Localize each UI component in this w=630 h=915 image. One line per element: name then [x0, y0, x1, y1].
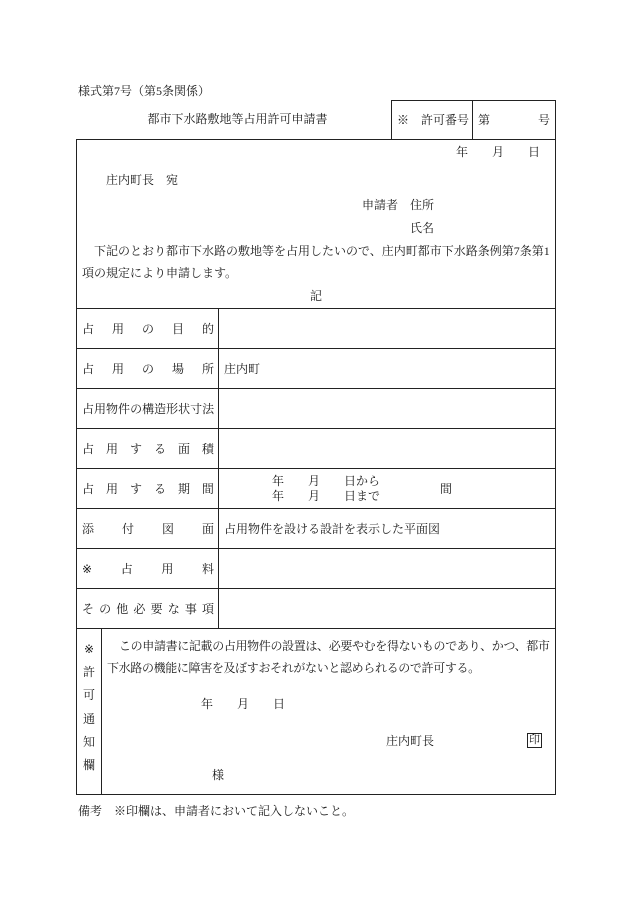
- period-to: 年 月 日まで: [272, 488, 381, 503]
- application-body-line: 項の規定により申請します。: [82, 266, 238, 280]
- period-from: 年 月 日から: [272, 473, 381, 488]
- permit-number-field: 第 号: [478, 113, 551, 127]
- label-char: 通: [82, 711, 95, 726]
- remarks: 備考 ※印欄は、申請者において記入しないこと。: [78, 804, 355, 818]
- location-value: 庄内町: [224, 361, 261, 376]
- label-char: 事: [184, 601, 197, 616]
- permit-date: 年 月 日: [201, 697, 286, 711]
- permit-issuer: 庄内町長: [386, 734, 435, 748]
- label-char: の: [141, 321, 154, 336]
- application-section: [77, 140, 555, 308]
- row-label: [77, 589, 219, 628]
- label-char: 面: [177, 441, 190, 456]
- label-char: 他: [116, 601, 129, 616]
- label-char: 期: [177, 481, 190, 496]
- document-title: 都市下水路敷地等占用許可申請書: [147, 112, 328, 126]
- label-char: 付: [121, 521, 134, 536]
- other-value: [219, 589, 555, 628]
- label-char: の: [130, 401, 143, 416]
- permit-notice-content: [102, 629, 555, 794]
- location-label: [82, 362, 214, 376]
- recipient-suffix: 様: [212, 768, 225, 782]
- fee-label: [82, 562, 214, 576]
- period-suffix: 間: [440, 481, 453, 496]
- label-char: 料: [201, 561, 214, 576]
- row-fee: [77, 548, 555, 588]
- label-char: 法: [202, 401, 215, 416]
- other-label: [82, 602, 214, 616]
- label-char: 用: [105, 481, 118, 496]
- row-label: [77, 509, 219, 548]
- permit-notice-column: [77, 629, 102, 794]
- purpose-value: [219, 309, 555, 348]
- row-attachments: [77, 508, 555, 548]
- permit-number-label: ※ 許可番号: [392, 101, 473, 139]
- label-char: 構: [142, 401, 155, 416]
- seal-mark: 印: [529, 734, 540, 746]
- label-char: 用: [111, 321, 124, 336]
- row-label: [77, 349, 219, 388]
- label-char: 的: [201, 321, 214, 336]
- row-label: [77, 389, 219, 428]
- label-char: ※: [83, 642, 95, 656]
- row-label: [77, 309, 219, 348]
- form-number: 様式第7号（第5条関係）: [78, 84, 211, 98]
- label-char: 寸: [190, 401, 203, 416]
- label-char: 必: [133, 601, 146, 616]
- label-char: の: [99, 601, 112, 616]
- label-char: 用: [94, 401, 107, 416]
- label-char: 図: [161, 521, 174, 536]
- attachments-value: 占用物件を設ける設計を表示した平面図: [224, 521, 441, 536]
- row-structure: [77, 388, 555, 428]
- period-value: [219, 469, 555, 508]
- label-char: 物: [106, 401, 119, 416]
- label-char: な: [167, 601, 180, 616]
- label-char: 占: [82, 401, 95, 416]
- row-other: [77, 588, 555, 628]
- label-char: 用: [105, 441, 118, 456]
- label-char: 所: [201, 361, 214, 376]
- structure-value: [219, 389, 555, 428]
- application-date: 年 月 日: [456, 145, 541, 159]
- period-dates: [272, 474, 380, 504]
- label-char: 添: [82, 521, 95, 536]
- label-char: 許: [82, 665, 95, 680]
- label-char: 要: [150, 601, 163, 616]
- structure-label: [82, 402, 214, 416]
- applicant-name-label: 氏名: [410, 221, 435, 235]
- permit-notice-body-line: 下水路の機能に障害を及ぼすおそれがないと認められるので許可する。: [107, 661, 480, 675]
- row-label: [77, 429, 219, 468]
- application-body-line: 下記のとおり都市下水路の敷地等を占用したいので、庄内町都市下水路条例第7条第1: [94, 244, 550, 258]
- attachments-label: [82, 522, 214, 536]
- label-char: 占: [82, 321, 95, 336]
- permit-notice-column-label: [77, 642, 101, 772]
- permit-notice-body-line: この申請書に記載の占用物件の設置は、必要やむを得ないものであり、かつ、都市: [119, 639, 550, 653]
- fee-value: [219, 549, 555, 588]
- row-label: [77, 549, 219, 588]
- label-char: ※: [82, 561, 93, 576]
- label-char: 造: [154, 401, 167, 416]
- period-label: [82, 482, 214, 496]
- label-char: る: [153, 441, 166, 456]
- label-char: 用: [161, 561, 174, 576]
- label-char: 占: [82, 361, 95, 376]
- ki-heading: 記: [309, 289, 322, 303]
- label-char: 占: [82, 481, 95, 496]
- label-char: 件: [118, 401, 131, 416]
- label-char: 用: [111, 361, 124, 376]
- label-char: 間: [201, 481, 214, 496]
- label-char: 占: [82, 441, 95, 456]
- row-purpose: [77, 308, 555, 348]
- row-label: [77, 469, 219, 508]
- applicant-address-label: 申請者 住所: [362, 198, 435, 212]
- label-char: す: [129, 481, 142, 496]
- form-frame: [76, 139, 556, 795]
- area-label: [82, 442, 214, 456]
- purpose-label: [82, 322, 214, 336]
- label-char: 状: [178, 401, 191, 416]
- area-value: [219, 429, 555, 468]
- label-char: そ: [82, 601, 95, 616]
- label-char: 場: [171, 361, 184, 376]
- addressee: 庄内町長 宛: [106, 173, 179, 187]
- label-char: す: [129, 441, 142, 456]
- permit-notice-section: [77, 628, 555, 794]
- permit-notice-body: [107, 635, 550, 679]
- application-body: [82, 240, 550, 284]
- label-char: る: [153, 481, 166, 496]
- row-location: [77, 348, 555, 388]
- label-char: 欄: [82, 757, 95, 772]
- label-char: 項: [201, 601, 214, 616]
- label-char: 積: [201, 441, 214, 456]
- label-char: 目: [171, 321, 184, 336]
- label-char: の: [141, 361, 154, 376]
- label-char: 面: [201, 521, 214, 536]
- label-char: 形: [166, 401, 179, 416]
- label-char: 知: [82, 734, 95, 749]
- label-char: 可: [82, 688, 95, 703]
- permit-number-box: [391, 100, 556, 139]
- row-area: [77, 428, 555, 468]
- row-period: [77, 468, 555, 508]
- label-char: 占: [120, 561, 133, 576]
